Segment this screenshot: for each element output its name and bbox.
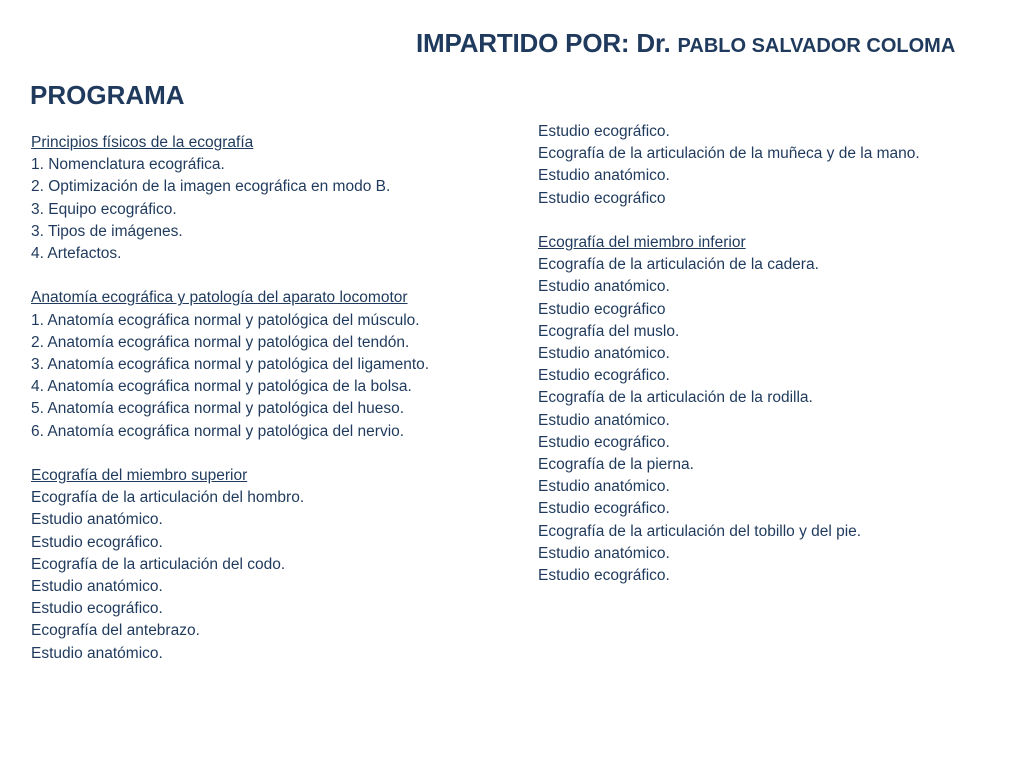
spacer [538, 210, 1008, 232]
list-item: Estudio ecográfico. [538, 567, 670, 585]
page-title: PROGRAMA [30, 80, 185, 110]
list-item: Estudio anatómico. [31, 578, 163, 596]
list-item: 6. Anatomía ecográfica normal y patológica del nervio. [31, 422, 405, 440]
list-item: 3. Tipos de imágenes. [31, 222, 183, 240]
spacer [31, 443, 521, 465]
list-item: 3. Equipo ecográfico. [31, 200, 177, 218]
list-item: Estudio anatómico. [31, 644, 163, 662]
list-item: Ecografía de la articulación del tobillo y del pie. [538, 522, 862, 540]
program-right-column [538, 121, 1008, 587]
list-item: Ecografía de la articulación de la cadera. [538, 256, 819, 274]
list-item: 1. Nomenclatura ecográfica. [31, 156, 225, 174]
section-heading: Ecografía del miembro superior [31, 467, 248, 485]
section-heading: Anatomía ecográfica y patología del aparato locomotor [31, 289, 408, 307]
list-item: Ecografía del antebrazo. [31, 622, 200, 640]
list-item: Estudio anatómico. [538, 411, 670, 429]
list-item: Ecografía de la articulación de la rodilla. [538, 389, 813, 407]
list-item: Estudio ecográfico. [538, 500, 670, 518]
list-item: Ecografía de la articulación del hombro. [31, 489, 305, 507]
list-item: 4. Artefactos. [31, 245, 122, 263]
list-item: 1. Anatomía ecográfica normal y patológica del músculo. [31, 311, 420, 329]
spacer [31, 265, 521, 287]
instructor-header [416, 28, 955, 59]
list-item: Estudio ecográfico [538, 189, 666, 207]
section-heading: Principios físicos de la ecografía [31, 134, 254, 151]
list-item: Estudio anatómico. [538, 544, 670, 562]
list-item: 5. Anatomía ecográfica normal y patológica del hueso. [31, 400, 405, 418]
section-heading: Ecografía del miembro inferior [538, 234, 746, 251]
list-item: Estudio ecográfico [538, 300, 666, 318]
list-item: Estudio ecográfico. [538, 367, 670, 385]
list-item: Estudio anatómico. [538, 478, 670, 496]
instructor-prefix: IMPARTIDO POR: Dr. [416, 28, 678, 58]
list-item: Ecografía de la articulación del codo. [31, 555, 286, 573]
list-item: Estudio anatómico. [538, 345, 670, 363]
list-item: Ecografía del muslo. [538, 322, 680, 340]
list-item: 3. Anatomía ecográfica normal y patológica del ligamento. [31, 356, 430, 374]
list-item: Estudio ecográfico. [538, 433, 670, 451]
list-item: Estudio anatómico. [538, 167, 670, 185]
list-item: Estudio anatómico. [538, 278, 670, 296]
list-item: 2. Optimización de la imagen ecográfica en modo B. [31, 178, 391, 196]
list-item: Ecografía de la pierna. [538, 456, 694, 474]
program-left-column [31, 132, 521, 665]
list-item: Estudio anatómico. [31, 511, 163, 529]
list-item: 2. Anatomía ecográfica normal y patológica del tendón. [31, 333, 410, 351]
list-item: 4. Anatomía ecográfica normal y patológica de la bolsa. [31, 378, 412, 396]
instructor-name: PABLO SALVADOR COLOMA [677, 35, 956, 57]
list-item: Estudio ecográfico. [31, 600, 163, 618]
list-item: Ecografía de la articulación de la muñeca y de la mano. [538, 145, 920, 163]
list-item: Estudio ecográfico. [538, 123, 670, 140]
list-item: Estudio ecográfico. [31, 533, 163, 551]
